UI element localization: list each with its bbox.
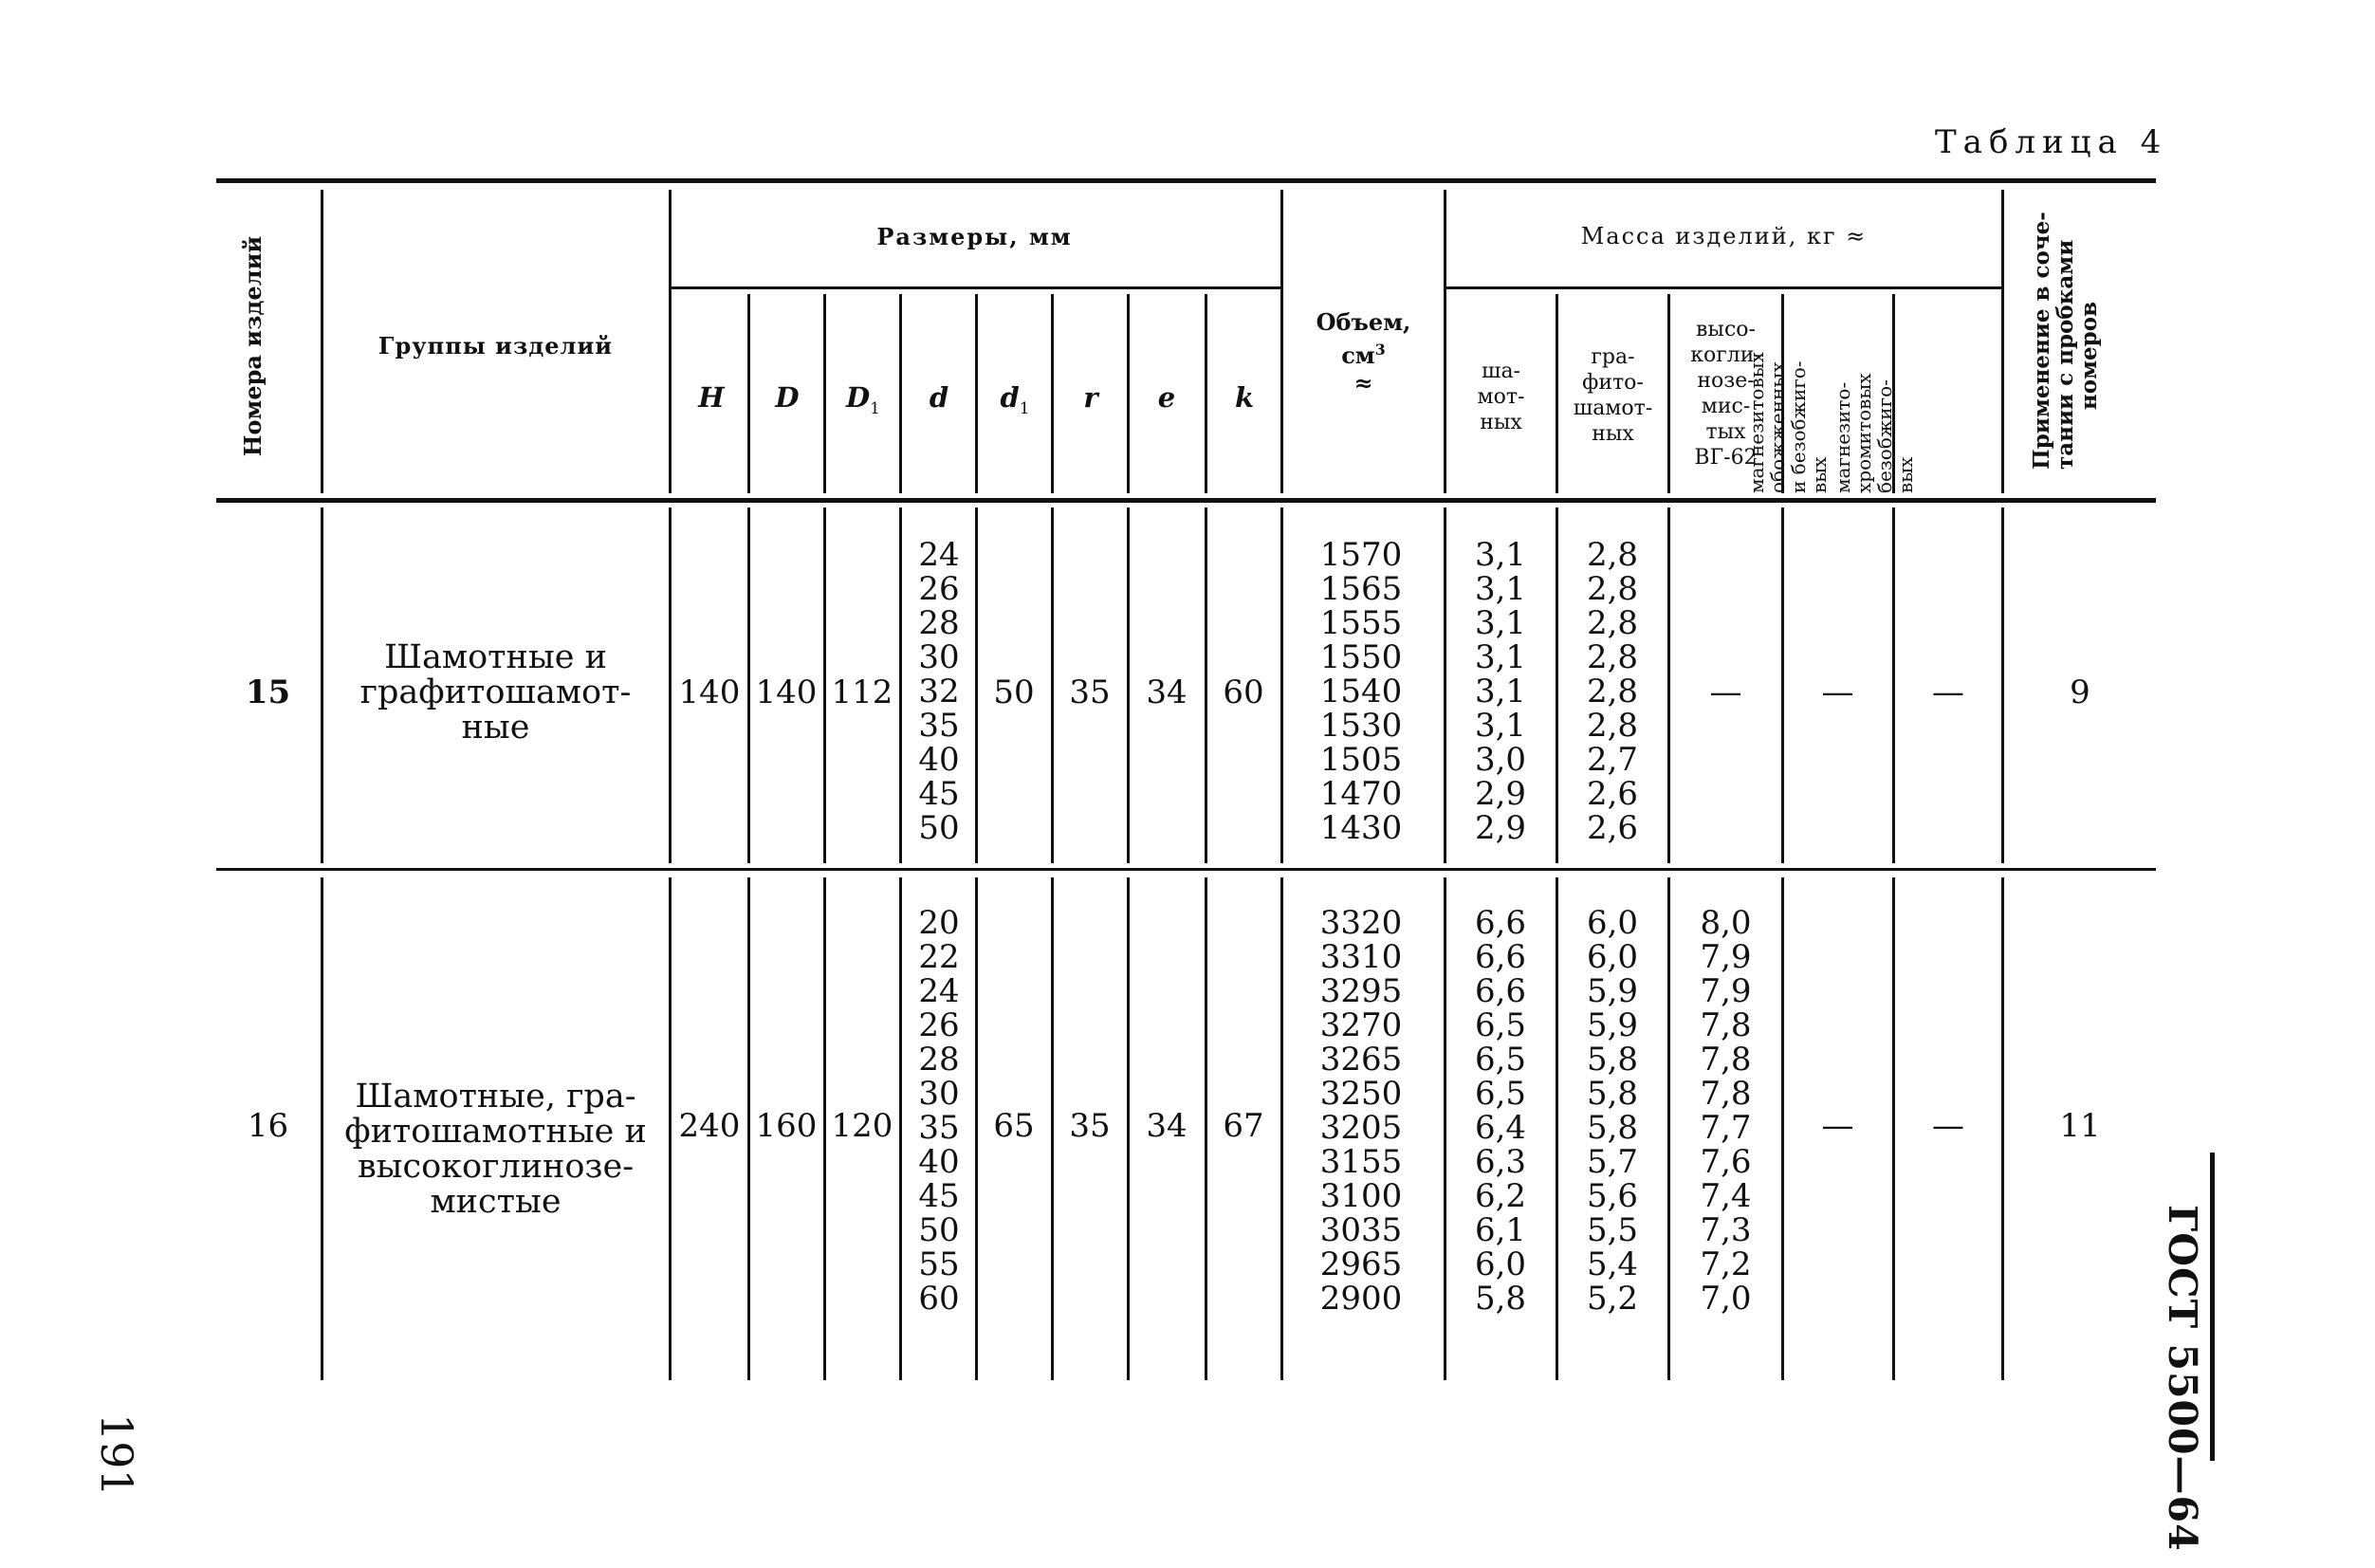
row15-mass-graphite-values: 2,8 2,8 2,8 2,8 2,8 2,8 2,7 2,6 2,6 <box>1586 536 1639 847</box>
header-application: Применение в соче- тании с пробками номеров <box>2029 212 2102 470</box>
row16-mass-graphite-values: 6,0 6,0 5,9 5,9 5,8 5,8 5,8 5,7 5,6 5,5 5,4 5,2 <box>1586 904 1639 1318</box>
row15-volume-values: 1570 1565 1555 1550 1540 1530 1505 1470 1430 <box>1319 536 1403 847</box>
table-top-rule <box>216 178 2156 183</box>
header-volume: Объем, $см^3$ ≈ <box>1316 308 1411 397</box>
col-rule <box>1667 877 1670 1380</box>
row16-mass-magnesite: — <box>1821 1107 1854 1145</box>
col-rule <box>1280 877 1283 1380</box>
mass-subheader-rule <box>1446 286 2001 289</box>
row15-application: 9 <box>2070 673 2090 711</box>
col-rule <box>1444 877 1446 1380</box>
row15-mass-shamot-values: 3,1 3,1 3,1 3,1 3,1 3,1 3,0 2,9 2,9 <box>1474 536 1527 847</box>
row15-D: 140 <box>755 673 818 711</box>
row15-d-values: 24 26 28 30 32 35 40 45 50 <box>918 536 960 847</box>
row16-e: 34 <box>1146 1107 1188 1145</box>
gost-side-rule <box>2210 1153 2215 1461</box>
row15-group: Шамотные и графитошамот- ные <box>359 638 632 747</box>
gost-standard-label: ГОСТ 5500—64 <box>2160 1205 2205 1552</box>
header-bottom-rule <box>216 498 2156 503</box>
row16-number: 16 <box>247 1107 289 1145</box>
row16-mass-shamot-values: 6,6 6,6 6,6 6,5 6,5 6,5 6,4 6,3 6,2 6,1 6,0 5,8 <box>1474 904 1527 1318</box>
row16-D: 160 <box>755 1107 818 1145</box>
col-rule <box>321 190 323 493</box>
header-number: Номера изделий <box>239 235 267 457</box>
table-title: Таблица 4 <box>1935 123 2168 161</box>
col-rule <box>1667 507 1670 863</box>
dim-symbol-D: D <box>775 381 800 414</box>
row16-d-values: 20 22 24 26 28 30 35 40 45 50 55 60 <box>918 904 960 1318</box>
row16-r: 35 <box>1069 1107 1111 1145</box>
dim-symbol-r: r <box>1083 381 1098 414</box>
page-number: 191 <box>91 1413 142 1497</box>
header-mass-graphite: гра- фито- шамот- ных <box>1573 345 1653 446</box>
dim-symbol-d: d <box>929 381 949 414</box>
header-mass-shamot: ша- мот- ных <box>1477 360 1525 434</box>
row16-D1: 120 <box>831 1107 893 1145</box>
row15-d1: 50 <box>993 673 1035 711</box>
col-rule <box>1556 877 1558 1380</box>
col-rule <box>1444 507 1446 863</box>
row15-H: 140 <box>678 673 741 711</box>
header-mass-magnesite-chromite: магнезито- хромитовых безобжиго- вых <box>1832 373 1917 493</box>
header-mass-high-alumina: высо- когли- нозе- мис- тых ВГ-62 <box>1690 318 1761 470</box>
row16-H: 240 <box>678 1107 741 1145</box>
row15-mass-magnesite: — <box>1821 673 1854 711</box>
dim-symbol-k: k <box>1234 381 1255 414</box>
col-rule <box>321 877 323 1380</box>
col-rule <box>321 507 323 863</box>
row16-k: 67 <box>1223 1107 1264 1145</box>
col-rule <box>2001 190 2004 493</box>
dimensions-subheader-rule <box>669 286 1280 289</box>
col-rule <box>899 877 902 1380</box>
row16-application: 11 <box>2059 1107 2101 1145</box>
col-rule <box>1556 507 1558 863</box>
col-rule <box>1280 507 1283 863</box>
header-dimensions: Размеры, мм <box>876 223 1073 250</box>
dim-symbol-d1: $d_1$ <box>1000 381 1030 418</box>
header-mass-magnesite: магнезитовых обожженных и безобжиго- вых <box>1745 352 1831 493</box>
row15-number: 15 <box>245 673 291 711</box>
row16-mass-magnesite-chromite: — <box>1932 1107 1964 1145</box>
row15-mass-high-alumina: — <box>1709 673 1742 711</box>
row16-volume-values: 3320 3310 3295 3270 3265 3250 3205 3155 3100 3035 2965 2900 <box>1319 904 1403 1318</box>
header-mass: Масса изделий, кг ≈ <box>1580 223 1868 249</box>
col-rule <box>1280 190 1283 493</box>
row15-k: 60 <box>1223 673 1264 711</box>
row15-e: 34 <box>1146 673 1188 711</box>
header-groups: Группы изделий <box>377 332 614 360</box>
row15-r: 35 <box>1069 673 1111 711</box>
row15-mass-magnesite-chromite: — <box>1932 673 1964 711</box>
row16-d1: 65 <box>993 1107 1035 1145</box>
row15-D1: 112 <box>831 673 893 711</box>
row-separator-rule <box>216 868 2156 871</box>
dim-symbol-H: H <box>698 381 725 414</box>
row16-mass-high-alumina-values: 8,0 7,9 7,9 7,8 7,8 7,8 7,7 7,6 7,4 7,3 7,2 7,0 <box>1700 904 1752 1318</box>
dim-symbol-e: e <box>1157 381 1176 414</box>
dim-symbol-D1: $D_1$ <box>846 381 880 418</box>
col-rule <box>899 507 902 863</box>
row16-group: Шамотные, гра- фитошамотные и высокоглинозе- мистые <box>344 1078 647 1221</box>
